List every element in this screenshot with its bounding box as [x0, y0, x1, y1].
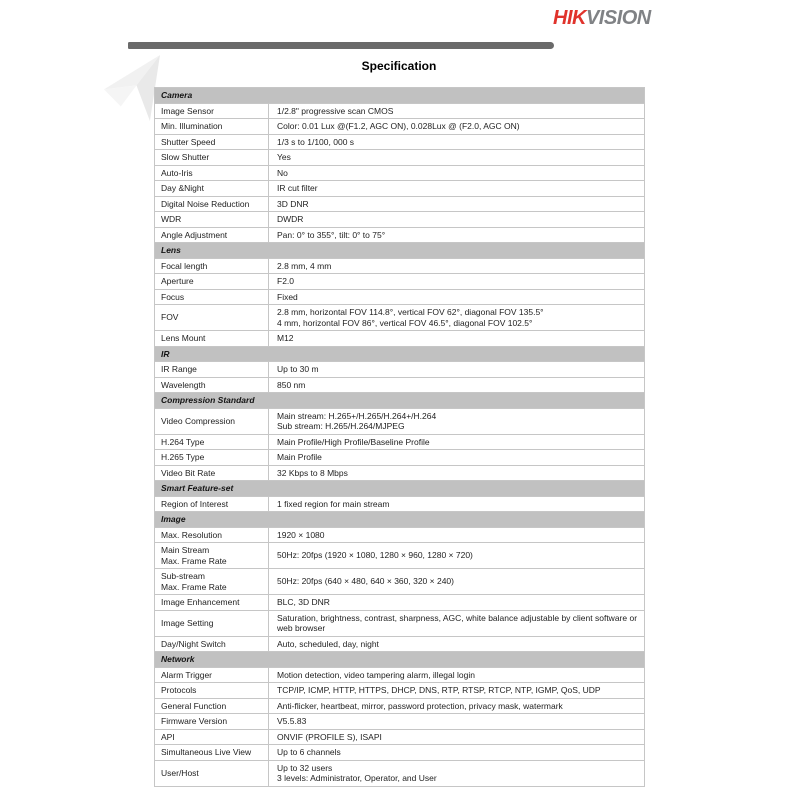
- spec-row: [155, 760, 645, 786]
- section-header-row: [155, 481, 645, 497]
- spec-value: Up to 32 users 3 levels: Administrator, Operator, and User: [269, 760, 645, 786]
- spec-value: 2.8 mm, horizontal FOV 114.8°, vertical FOV 62°, diagonal FOV 135.5° 4 mm, horizontal FOV 86°, vertical FOV 46.5°, diagonal FOV 102.5°: [269, 305, 645, 331]
- spec-label: Wavelength: [155, 377, 269, 393]
- spec-row: [155, 496, 645, 512]
- spec-value: Main Profile: [269, 450, 645, 466]
- spec-row: [155, 636, 645, 652]
- spec-label: Image Sensor: [155, 103, 269, 119]
- spec-value: 50Hz: 20fps (640 × 480, 640 × 360, 320 × 240): [269, 569, 645, 595]
- spec-row: [155, 527, 645, 543]
- spec-value: Anti-flicker, heartbeat, mirror, password protection, privacy mask, watermark: [269, 698, 645, 714]
- section-header-label: Image: [155, 512, 645, 528]
- spec-label: Aperture: [155, 274, 269, 290]
- spec-row: [155, 165, 645, 181]
- spec-table-body: [155, 88, 645, 787]
- spec-value: 1920 × 1080: [269, 527, 645, 543]
- header-divider-bar: [128, 42, 554, 49]
- spec-row: [155, 258, 645, 274]
- logo-vision-text: VISION: [585, 7, 651, 29]
- spec-value: Color: 0.01 Lux @(F1.2, AGC ON), 0.028Lux @ (F2.0, AGC ON): [269, 119, 645, 135]
- spec-label: API: [155, 729, 269, 745]
- spec-row: [155, 543, 645, 569]
- spec-row: [155, 714, 645, 730]
- spec-label: User/Host: [155, 760, 269, 786]
- spec-label: Day/Night Switch: [155, 636, 269, 652]
- spec-value: 1/3 s to 1/100, 000 s: [269, 134, 645, 150]
- section-header-label: IR: [155, 346, 645, 362]
- spec-label: Lens Mount: [155, 331, 269, 347]
- spec-value: 32 Kbps to 8 Mbps: [269, 465, 645, 481]
- hikvision-logo: [553, 7, 651, 30]
- spec-value: F2.0: [269, 274, 645, 290]
- spec-label: H.264 Type: [155, 434, 269, 450]
- spec-value: No: [269, 165, 645, 181]
- spec-label: Focus: [155, 289, 269, 305]
- section-header-label: Lens: [155, 243, 645, 259]
- spec-value: 850 nm: [269, 377, 645, 393]
- spec-row: [155, 569, 645, 595]
- page-title: Specification: [361, 59, 437, 73]
- spec-row: [155, 181, 645, 197]
- spec-value: TCP/IP, ICMP, HTTP, HTTPS, DHCP, DNS, RTP, RTSP, RTCP, NTP, IGMP, QoS, UDP: [269, 683, 645, 699]
- spec-label: Digital Noise Reduction: [155, 196, 269, 212]
- spec-row: [155, 227, 645, 243]
- spec-row: [155, 683, 645, 699]
- section-header-label: Network: [155, 652, 645, 668]
- spec-value: Auto, scheduled, day, night: [269, 636, 645, 652]
- spec-label: FOV: [155, 305, 269, 331]
- spec-value: 1/2.8" progressive scan CMOS: [269, 103, 645, 119]
- spec-value: Yes: [269, 150, 645, 166]
- spec-value: 3D DNR: [269, 196, 645, 212]
- section-header-row: [155, 346, 645, 362]
- section-header-row: [155, 393, 645, 409]
- spec-row: [155, 362, 645, 378]
- spec-label: Angle Adjustment: [155, 227, 269, 243]
- spec-label: Image Setting: [155, 610, 269, 636]
- section-header-label: Smart Feature-set: [155, 481, 645, 497]
- spec-label: Shutter Speed: [155, 134, 269, 150]
- spec-value: M12: [269, 331, 645, 347]
- spec-row: [155, 289, 645, 305]
- spec-row: [155, 150, 645, 166]
- spec-value: Up to 6 channels: [269, 745, 645, 761]
- spec-label: Alarm Trigger: [155, 667, 269, 683]
- section-header-row: [155, 652, 645, 668]
- spec-row: [155, 196, 645, 212]
- spec-value: V5.5.83: [269, 714, 645, 730]
- spec-value: DWDR: [269, 212, 645, 228]
- spec-row: [155, 595, 645, 611]
- section-header-row: [155, 88, 645, 104]
- spec-value: 50Hz: 20fps (1920 × 1080, 1280 × 960, 1280 × 720): [269, 543, 645, 569]
- logo-hik-text: HIK: [553, 7, 586, 29]
- spec-label: Auto-Iris: [155, 165, 269, 181]
- spec-value: ONVIF (PROFILE S), ISAPI: [269, 729, 645, 745]
- spec-value: Saturation, brightness, contrast, sharpness, AGC, white balance adjustable by client software or web browser: [269, 610, 645, 636]
- section-header-row: [155, 512, 645, 528]
- spec-label: Protocols: [155, 683, 269, 699]
- section-header-row: [155, 243, 645, 259]
- spec-row: [155, 698, 645, 714]
- spec-row: [155, 331, 645, 347]
- spec-label: Sub-stream Max. Frame Rate: [155, 569, 269, 595]
- spec-label: Simultaneous Live View: [155, 745, 269, 761]
- spec-label: Video Compression: [155, 408, 269, 434]
- spec-row: [155, 408, 645, 434]
- spec-row: [155, 745, 645, 761]
- spec-value: IR cut filter: [269, 181, 645, 197]
- spec-row: [155, 434, 645, 450]
- spec-value: Motion detection, video tampering alarm, illegal login: [269, 667, 645, 683]
- spec-value: Main Profile/High Profile/Baseline Profile: [269, 434, 645, 450]
- spec-row: [155, 729, 645, 745]
- section-header-label: Camera: [155, 88, 645, 104]
- spec-row: [155, 450, 645, 466]
- spec-label: Firmware Version: [155, 714, 269, 730]
- spec-label: Slow Shutter: [155, 150, 269, 166]
- spec-value: 2.8 mm, 4 mm: [269, 258, 645, 274]
- spec-row: [155, 119, 645, 135]
- spec-value: Fixed: [269, 289, 645, 305]
- spec-row: [155, 667, 645, 683]
- spec-row: [155, 103, 645, 119]
- spec-label: General Function: [155, 698, 269, 714]
- spec-label: Max. Resolution: [155, 527, 269, 543]
- spec-value: Main stream: H.265+/H.265/H.264+/H.264 Sub stream: H.265/H.264/MJPEG: [269, 408, 645, 434]
- spec-row: [155, 610, 645, 636]
- spec-label: Video Bit Rate: [155, 465, 269, 481]
- spec-row: [155, 274, 645, 290]
- spec-label: Region of Interest: [155, 496, 269, 512]
- spec-value: BLC, 3D DNR: [269, 595, 645, 611]
- spec-row: [155, 377, 645, 393]
- spec-label: WDR: [155, 212, 269, 228]
- specification-table: [154, 87, 645, 787]
- spec-row: [155, 212, 645, 228]
- spec-value: Pan: 0° to 355°, tilt: 0° to 75°: [269, 227, 645, 243]
- section-header-label: Compression Standard: [155, 393, 645, 409]
- spec-row: [155, 134, 645, 150]
- spec-row: [155, 465, 645, 481]
- spec-label: H.265 Type: [155, 450, 269, 466]
- spec-label: IR Range: [155, 362, 269, 378]
- spec-row: [155, 305, 645, 331]
- spec-value: 1 fixed region for main stream: [269, 496, 645, 512]
- spec-label: Focal length: [155, 258, 269, 274]
- watermark-shape: [104, 55, 160, 121]
- spec-label: Day &Night: [155, 181, 269, 197]
- spec-label: Min. Illumination: [155, 119, 269, 135]
- spec-value: Up to 30 m: [269, 362, 645, 378]
- spec-label: Main Stream Max. Frame Rate: [155, 543, 269, 569]
- spec-label: Image Enhancement: [155, 595, 269, 611]
